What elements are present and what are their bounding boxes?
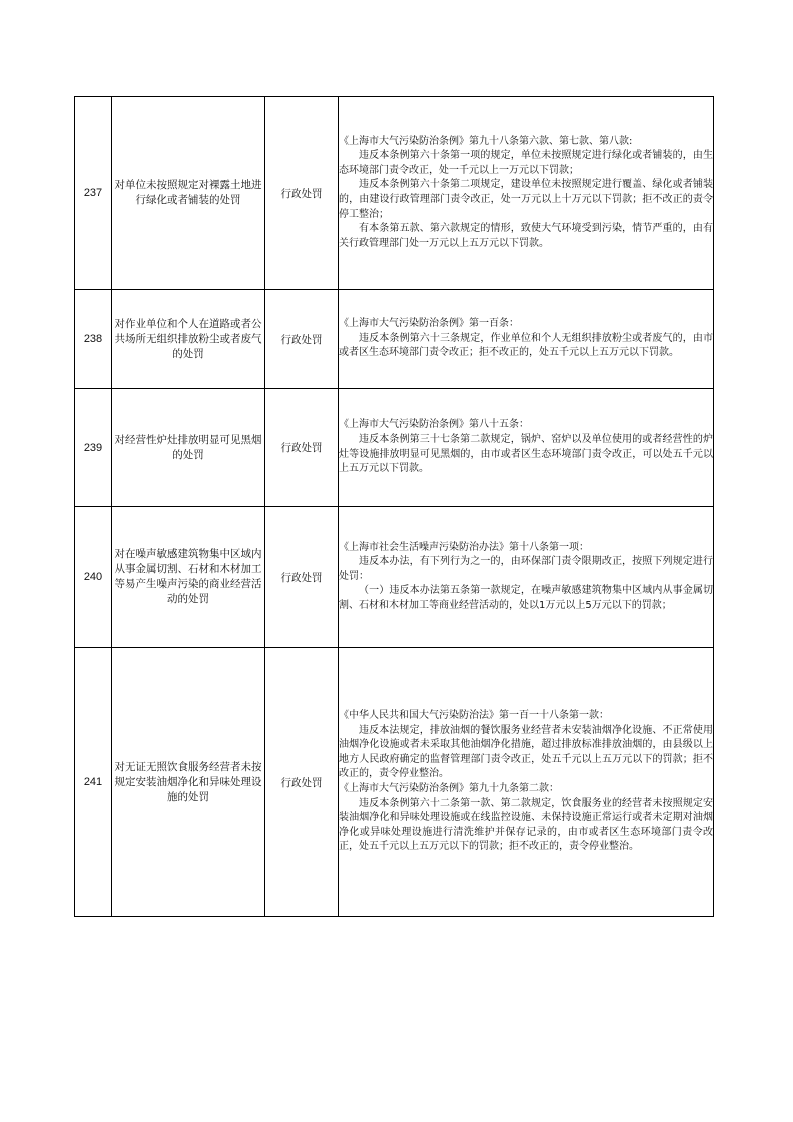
table-row <box>75 507 714 648</box>
item-name: 对单位未按照规定对裸露土地进行绿化或者铺装的处罚 <box>112 97 265 290</box>
item-name: 对在噪声敏感建筑物集中区域内从事金属切割、石材和木材加工等易产生噪声污染的商业经营活动的处罚 <box>112 507 265 648</box>
basis-paragraph: 违反本办法，有下列行为之一的，由环保部门责令限期改正，按照下列规定进行处罚： <box>339 556 713 582</box>
basis-paragraph: 违反本条例第六十条第二项规定，建设单位未按照规定进行覆盖、绿化或者铺装的，由建设行政管理部门责令改正，处一万元以上十万元以下罚款；拒不改正的责令停工整治； <box>339 179 713 220</box>
basis-paragraph: 《上海市大气污染防治条例》第一百条： <box>339 318 519 330</box>
basis-paragraph: 违反本条例第三十七条第二款规定，锅炉、窑炉以及单位使用的或者经营性的炉灶等设施排放明显可见黑烟的，由市或者区生态环境部门责令改正，可以处五千元以上五万元以下罚款。 <box>339 433 713 475</box>
item-type: 行政处罚 <box>265 648 339 917</box>
legal-basis <box>339 507 714 648</box>
legal-basis <box>339 290 714 389</box>
table-row <box>75 97 714 290</box>
legal-basis <box>339 389 714 507</box>
basis-paragraph: 违反本条例第六十条第一项的规定，单位未按照规定进行绿化或者铺装的，由生态环境部门责令改正，处一千元以上一万元以下罚款； <box>339 150 713 176</box>
item-name: 对经营性炉灶排放明显可见黑烟的处罚 <box>112 389 265 507</box>
basis-paragraph: 《上海市大气污染防治条例》第九十八条第六款、第七款、第八款: <box>339 135 633 147</box>
item-number: 239 <box>75 389 112 507</box>
item-type: 行政处罚 <box>265 290 339 389</box>
item-name: 对无证无照饮食服务经营者未按规定安装油烟净化和异味处理设施的处罚 <box>112 648 265 917</box>
item-number: 241 <box>75 648 112 917</box>
basis-paragraph: 违反本法规定，排放油烟的餐饮服务业经营者未安装油烟净化设施、不正常使用油烟净化设施或者未采取其他油烟净化措施，超过排放标准排放油烟的，由县级以上地方人民政府确定的监督管理部门责令改正，处五千元以上五万元以下的罚款；拒不改正的，责令停业整治。 <box>339 724 713 780</box>
item-number: 238 <box>75 290 112 389</box>
basis-paragraph: 违反本条例第六十二条第一款、第二款规定，饮食服务业的经营者未按照规定安装油烟净化和异味处理设施或在线监控设施、未保持设施正常运行或者未定期对油烟净化或异味处理设施进行清洗维护并保存记录的，由市或者区生态环境部门责令改正，处五千元以上五万元以下的罚款；拒不改正的，责令停业整治。 <box>339 797 713 853</box>
table-row <box>75 648 714 917</box>
basis-paragraph: （一）违反本办法第五条第一款规定，在噪声敏感建筑物集中区域内从事金属切割、石材和木材加工等商业经营活动的，处以1万元以上5万元以下的罚款； <box>339 585 713 611</box>
legal-basis <box>339 97 714 290</box>
item-type: 行政处罚 <box>265 507 339 648</box>
legal-basis <box>339 648 714 917</box>
item-number: 237 <box>75 97 112 290</box>
basis-paragraph: 《中华人民共和国大气污染防治法》第一百一十八条第一款： <box>339 710 609 722</box>
table-row <box>75 389 714 507</box>
item-type: 行政处罚 <box>265 97 339 290</box>
item-number: 240 <box>75 507 112 648</box>
table-row <box>75 290 714 389</box>
basis-paragraph: 《上海市社会生活噪声污染防治办法》第十八条第一项： <box>339 541 589 553</box>
penalty-table <box>74 96 714 917</box>
basis-paragraph: 有本条第五款、第六款规定的情形，致使大气环境受到污染，情节严重的，由有关行政管理部门处一万元以上五万元以下罚款。 <box>339 223 713 249</box>
basis-paragraph: 违反本条例第六十三条规定，作业单位和个人无组织排放粉尘或者废气的，由市或者区生态环境部门责令改正；拒不改正的，处五千元以上五万元以下罚款。 <box>339 332 713 359</box>
basis-paragraph: 《上海市大气污染防治条例》第八十五条： <box>339 419 529 431</box>
item-type: 行政处罚 <box>265 389 339 507</box>
basis-paragraph: 《上海市大气污染防治条例》第九十九条第二款： <box>339 783 559 794</box>
item-name: 对作业单位和个人在道路或者公共场所无组织排放粉尘或者废气的处罚 <box>112 290 265 389</box>
